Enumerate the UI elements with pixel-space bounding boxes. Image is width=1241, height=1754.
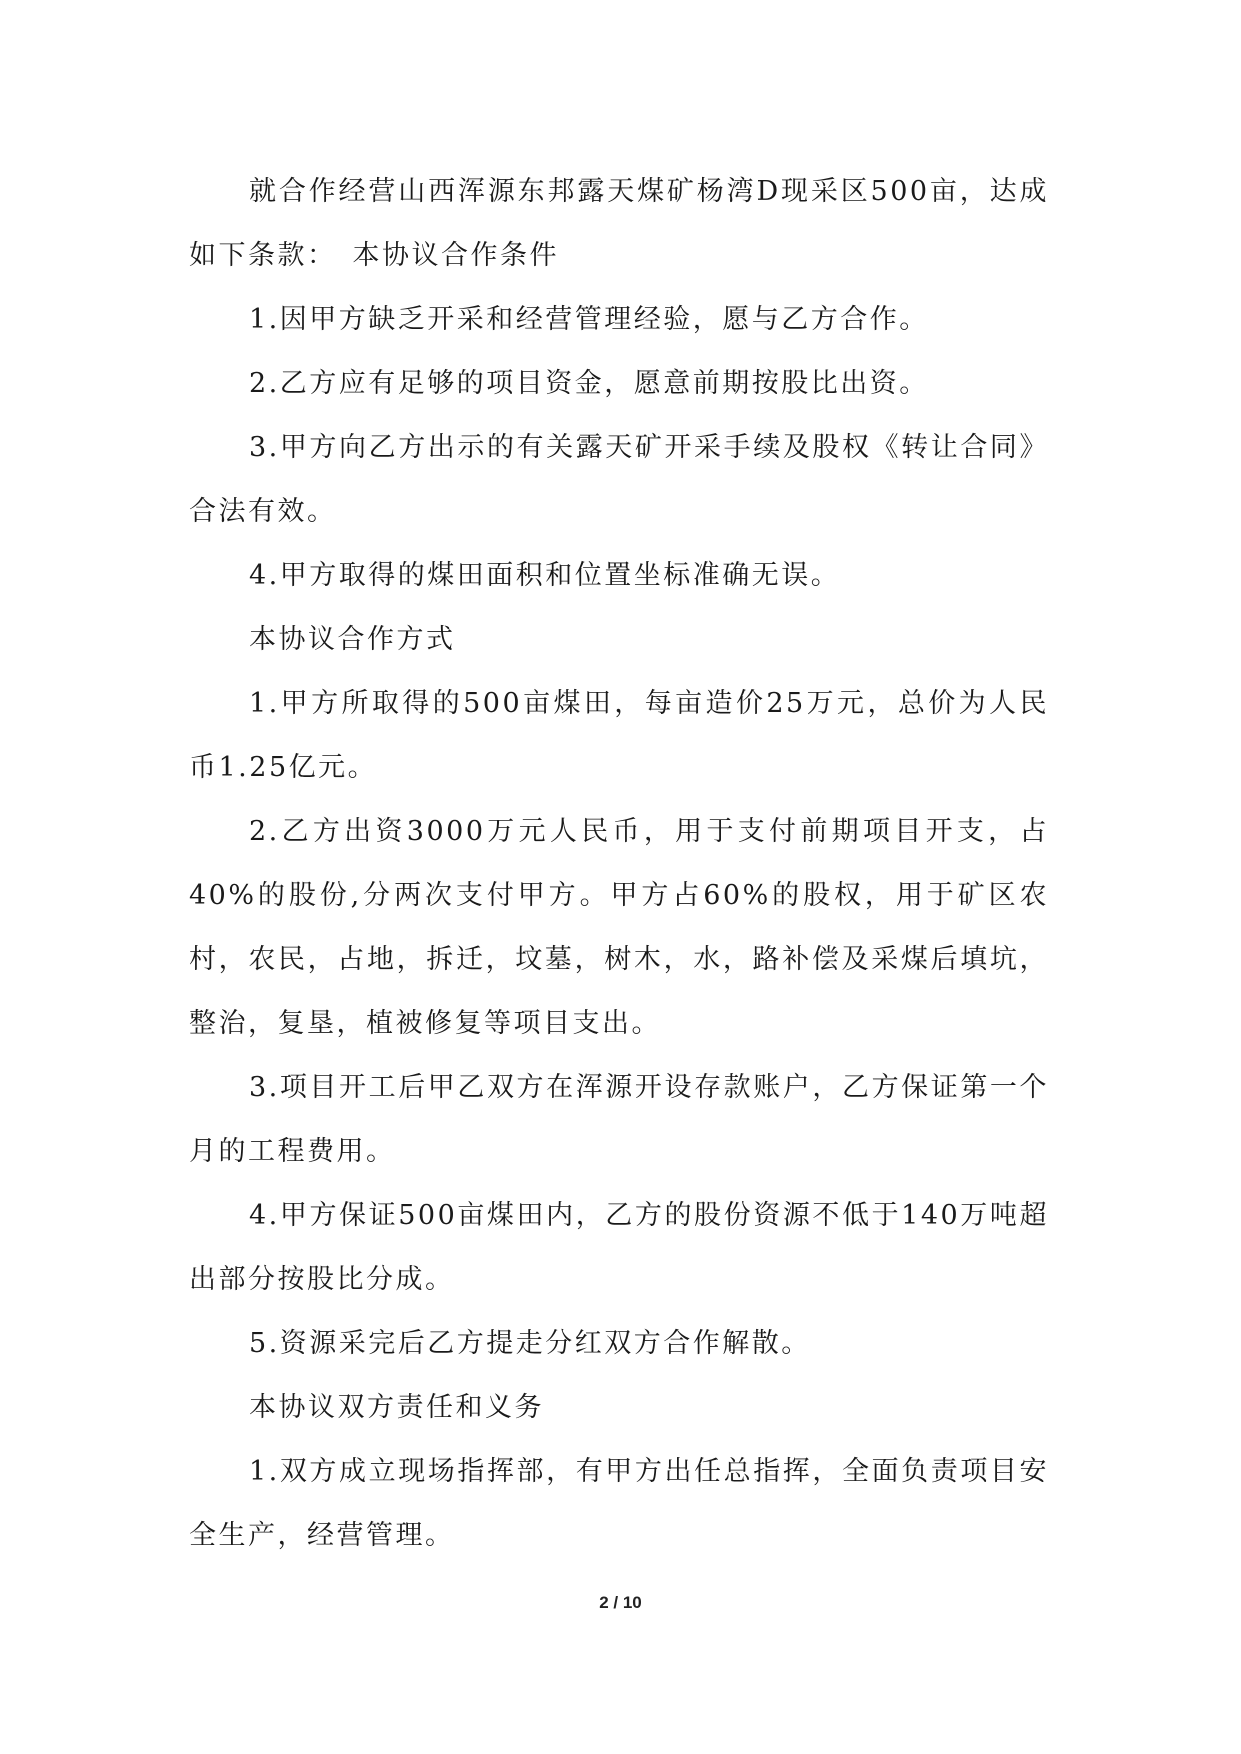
paragraph-method-3: 3.项目开工后甲乙双方在浑源开设存款账户，乙方保证第一个月的工程费用。	[189, 1072, 1049, 1167]
paragraph-condition-1: 1.因甲方缺乏开采和经营管理经验，愿与乙方合作。	[249, 304, 929, 335]
section-heading-cooperation-method: 本协议合作方式	[249, 624, 456, 655]
paragraph-condition-4: 4.甲方取得的煤田面积和位置坐标准确无误。	[249, 560, 841, 591]
section-heading-responsibilities: 本协议双方责任和义务	[249, 1392, 544, 1423]
paragraph-condition-2: 2.乙方应有足够的项目资金，愿意前期按股比出资。	[249, 368, 929, 399]
page-number: 2 / 10	[599, 1593, 642, 1612]
paragraph-intro: 就合作经营山西浑源东邦露天煤矿杨湾D现采区500亩，达成如下条款： 本协议合作条件	[189, 176, 1049, 271]
paragraph-method-2: 2.乙方出资3000万元人民币，用于支付前期项目开支，占40%的股份,分两次支付甲方。甲方占60%的股权，用于矿区农村，农民，占地，拆迁，坟墓，树木，水，路补偿及采煤后填坑，整治，复垦，植被修复等项目支出。	[189, 816, 1049, 1039]
paragraph-responsibility-1: 1.双方成立现场指挥部，有甲方出任总指挥，全面负责项目安全生产，经营管理。	[189, 1456, 1049, 1551]
paragraph-method-5: 5.资源采完后乙方提走分红双方合作解散。	[249, 1328, 811, 1359]
paragraph-method-1: 1.甲方所取得的500亩煤田，每亩造价25万元，总价为人民币1.25亿元。	[189, 688, 1049, 783]
paragraph-method-4: 4.甲方保证500亩煤田内，乙方的股份资源不低于140万吨超出部分按股比分成。	[189, 1200, 1049, 1295]
document-body	[189, 160, 1049, 1568]
paragraph-condition-3: 3.甲方向乙方出示的有关露天矿开采手续及股权《转让合同》合法有效。	[189, 432, 1049, 527]
